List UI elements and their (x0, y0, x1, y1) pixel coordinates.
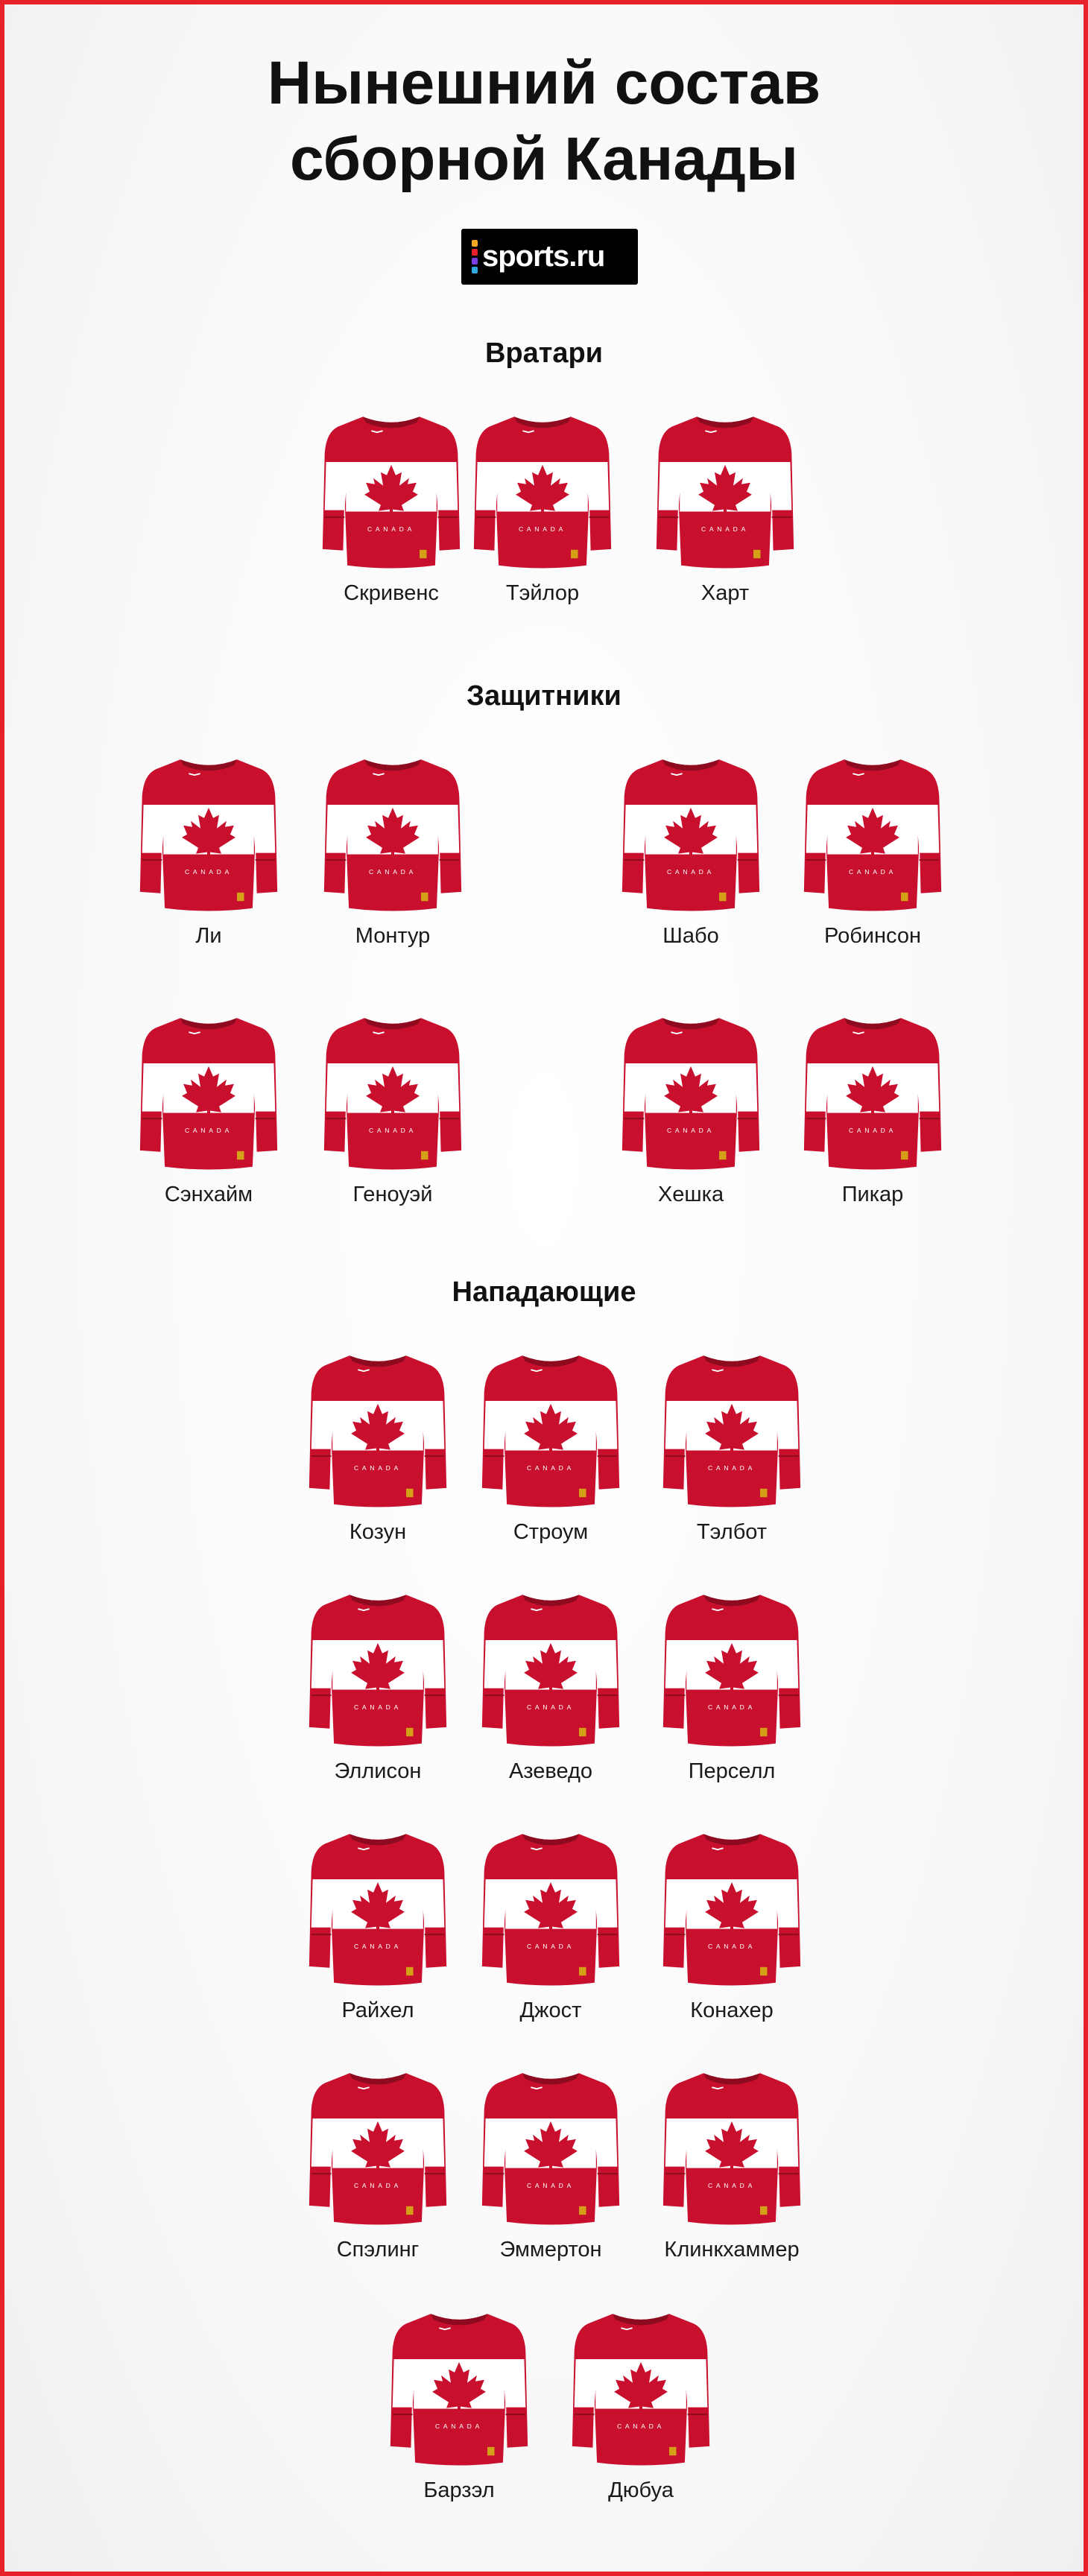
svg-text:CANADA: CANADA (368, 868, 417, 876)
player-name: Эллисон (334, 1759, 422, 1783)
svg-text:CANADA: CANADA (666, 1127, 715, 1135)
svg-text:CANADA: CANADA (616, 2422, 665, 2431)
svg-text:CANADA: CANADA (526, 1943, 575, 1951)
player-name: Сэнхайм (164, 1183, 253, 1206)
player-card (288, 2067, 467, 2291)
jersey-icon (570, 2308, 712, 2468)
jersey-icon (661, 1828, 803, 1988)
logo-dots-icon (472, 240, 478, 273)
player-name: Робинсон (824, 924, 921, 948)
player-name: Ли (195, 924, 222, 948)
svg-text:CANADA: CANADA (848, 868, 897, 876)
player-card (642, 1589, 821, 1812)
player-card (461, 2067, 640, 2291)
player-name: Тэлбот (696, 1520, 768, 1544)
jersey-icon (620, 1012, 762, 1172)
svg-text:CANADA: CANADA (526, 1464, 575, 1472)
svg-text:CANADA: CANADA (353, 1464, 402, 1472)
player-card (601, 1012, 780, 1235)
jersey-icon (307, 1828, 449, 1988)
jersey-icon (322, 1012, 464, 1172)
player-card (303, 753, 482, 977)
svg-text:CANADA: CANADA (666, 868, 715, 876)
svg-text:CANADA: CANADA (184, 1127, 233, 1135)
svg-text:CANADA: CANADA (353, 1703, 402, 1712)
player-name: Монтур (355, 924, 431, 948)
jersey-icon (480, 2067, 622, 2227)
player-card (370, 2308, 548, 2531)
player-card (461, 1828, 640, 2051)
player-name: Хешка (657, 1183, 724, 1206)
player-name: Азеведо (508, 1759, 593, 1783)
player-card (461, 1349, 640, 1573)
svg-text:CANADA: CANADA (368, 1127, 417, 1135)
player-name: Перселл (688, 1759, 776, 1783)
jersey-icon (480, 1828, 622, 1988)
svg-text:CANADA: CANADA (707, 1943, 756, 1951)
jersey-icon (661, 1349, 803, 1510)
jersey-icon (307, 2067, 449, 2227)
jersey-icon (138, 1012, 279, 1172)
player-name: Клинкхаммер (664, 2238, 800, 2262)
player-name: Барзэл (423, 2478, 495, 2502)
player-name: Строум (513, 1520, 589, 1544)
jersey-icon (322, 753, 464, 914)
player-name: Скривенс (344, 581, 439, 605)
player-card (636, 411, 815, 634)
jersey-icon (480, 1589, 622, 1749)
title-line-2: сборной Канады (289, 125, 799, 193)
svg-text:CANADA: CANADA (707, 1464, 756, 1472)
jersey-icon (480, 1349, 622, 1510)
player-name: Эммертон (499, 2238, 602, 2262)
logo-text: sports.ru (482, 240, 605, 273)
player-card (453, 411, 632, 634)
player-name: Шабо (662, 924, 719, 948)
jersey-icon (307, 1349, 449, 1510)
player-card (642, 1349, 821, 1573)
svg-text:CANADA: CANADA (184, 868, 233, 876)
player-card (119, 1012, 298, 1235)
jersey-icon (138, 753, 279, 914)
player-card (303, 1012, 482, 1235)
player-card (783, 1012, 962, 1235)
player-name: Конахер (690, 1999, 774, 2022)
section-title-forwards: Нападающие (452, 1276, 636, 1308)
player-card (288, 1349, 467, 1573)
player-card (288, 1828, 467, 2051)
section-title-defense: Защитники (466, 680, 622, 712)
player-card (551, 2308, 730, 2531)
player-card (783, 753, 962, 977)
jersey-icon (388, 2308, 530, 2468)
player-name: Спэлинг (336, 2238, 420, 2262)
svg-text:CANADA: CANADA (707, 2182, 756, 2190)
svg-text:CANADA: CANADA (700, 525, 750, 534)
player-name: Харт (700, 581, 750, 605)
svg-text:CANADA: CANADA (353, 1943, 402, 1951)
player-name: Тэйлор (505, 581, 580, 605)
jersey-icon (661, 2067, 803, 2227)
title-line-1: Нынешний состав (267, 49, 821, 117)
jersey-icon (802, 753, 943, 914)
jersey-icon (620, 753, 762, 914)
player-card (288, 1589, 467, 1812)
svg-text:CANADA: CANADA (518, 525, 567, 534)
jersey-icon (320, 411, 462, 571)
svg-text:CANADA: CANADA (367, 525, 416, 534)
player-card (601, 753, 780, 977)
jersey-icon (472, 411, 613, 571)
svg-text:CANADA: CANADA (526, 2182, 575, 2190)
player-card (119, 753, 298, 977)
jersey-icon (802, 1012, 943, 1172)
svg-text:CANADA: CANADA (434, 2422, 484, 2431)
jersey-icon (661, 1589, 803, 1749)
svg-text:CANADA: CANADA (526, 1703, 575, 1712)
section-title-goalies: Вратари (484, 338, 604, 369)
player-name: Райхел (341, 1999, 414, 2022)
player-card (642, 2067, 821, 2291)
svg-text:CANADA: CANADA (848, 1127, 897, 1135)
svg-text:CANADA: CANADA (353, 2182, 402, 2190)
svg-text:CANADA: CANADA (707, 1703, 756, 1712)
sports-ru-logo (461, 229, 638, 285)
player-name: Джост (519, 1999, 582, 2022)
jersey-icon (307, 1589, 449, 1749)
player-name: Пикар (841, 1183, 904, 1206)
player-card (461, 1589, 640, 1812)
player-name: Козун (349, 1520, 407, 1544)
player-card (642, 1828, 821, 2051)
player-name: Дюбуа (608, 2478, 674, 2502)
jersey-icon (654, 411, 796, 571)
player-name: Геноуэй (352, 1183, 433, 1206)
